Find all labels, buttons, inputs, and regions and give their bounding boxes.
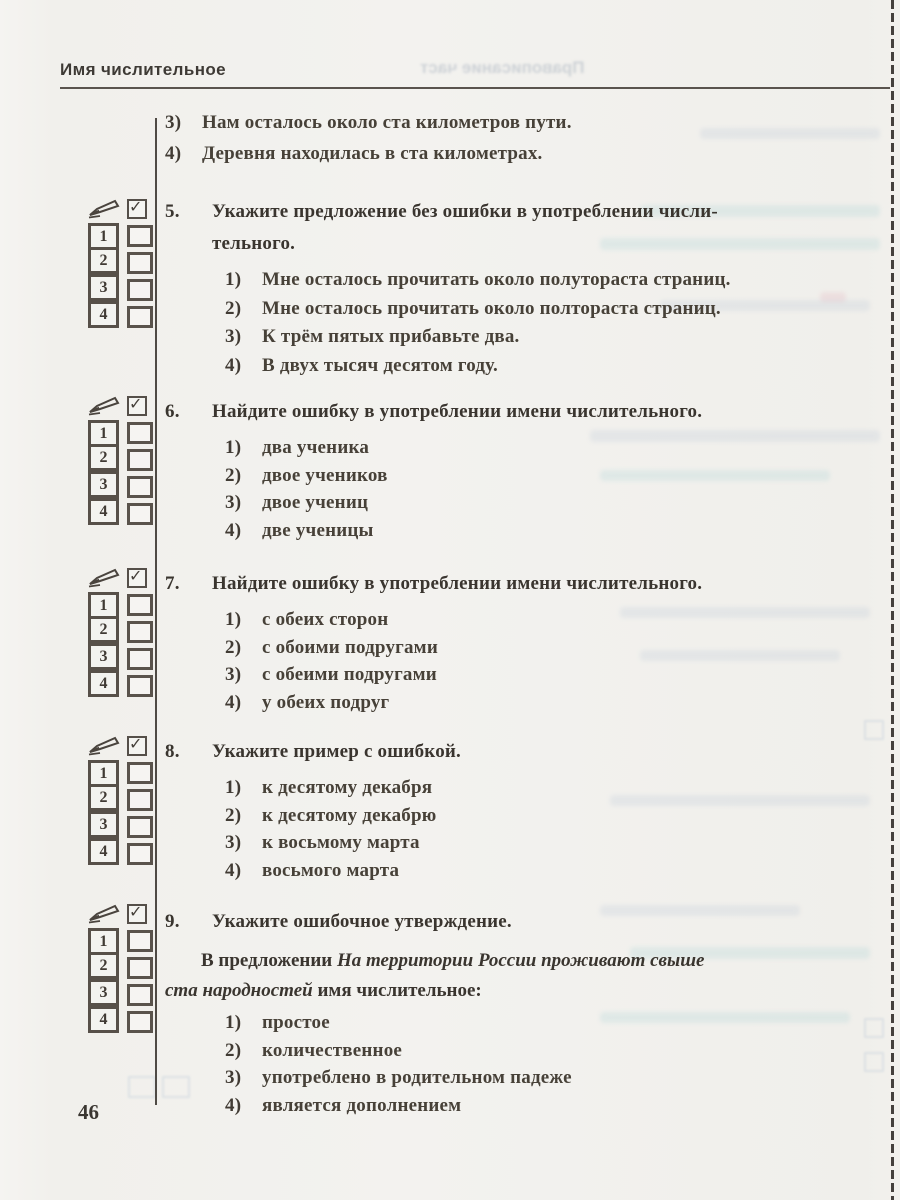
option-number: 1) — [225, 777, 242, 798]
header-rule — [60, 87, 890, 89]
bleed-through-text: Правописание част — [420, 58, 585, 77]
answer-number-cell: 4 — [88, 301, 119, 328]
answer-option — [225, 298, 895, 327]
option-text: два ученика — [262, 437, 370, 458]
question-9 — [165, 906, 895, 1122]
answer-checkbox[interactable] — [127, 984, 153, 1006]
answer-number-cell: 1 — [88, 223, 119, 250]
option-number: 4) — [165, 143, 182, 164]
question-text: Найдите ошибку в употреблении имени числительного. — [212, 573, 703, 594]
answer-option — [225, 492, 895, 520]
question-number: 5. — [165, 201, 180, 222]
checked-checkbox-icon: ✓ — [127, 396, 147, 416]
answer-grid-q7 — [88, 566, 154, 700]
option-number: 4) — [225, 1094, 242, 1116]
answer-number-cell: 2 — [88, 444, 119, 471]
answer-checkbox[interactable] — [127, 816, 153, 838]
answer-checkbox[interactable] — [127, 594, 153, 616]
question-number: 6. — [165, 401, 180, 422]
answer-checkbox[interactable] — [127, 843, 153, 865]
question-number: 9. — [165, 911, 180, 932]
checked-checkbox-icon: ✓ — [127, 904, 147, 924]
pencil-icon — [88, 396, 120, 416]
option-number: 3) — [225, 492, 242, 513]
option-number: 3) — [225, 1067, 242, 1088]
answer-grid-q5 — [88, 197, 154, 331]
answer-option — [225, 1040, 895, 1068]
option-number: 2) — [225, 297, 242, 319]
question-number: 7. — [165, 573, 180, 594]
answer-checkbox[interactable] — [127, 789, 153, 811]
option-text: с обеих сторон — [262, 609, 389, 630]
answer-checkbox[interactable] — [127, 675, 153, 697]
answer-number-cell: 4 — [88, 498, 119, 525]
answer-checkbox[interactable] — [127, 279, 153, 301]
answer-number-cell: 2 — [88, 784, 119, 811]
margin-divider-line — [155, 118, 157, 1105]
question-6 — [165, 396, 895, 547]
answer-number-cell: 3 — [88, 274, 119, 301]
answer-option — [225, 692, 895, 720]
quoted-sentence: ста народностей — [165, 980, 313, 1001]
answer-number-cell: 3 — [88, 811, 119, 838]
page-number: 46 — [78, 1100, 99, 1124]
answer-checkbox[interactable] — [127, 503, 153, 525]
option-text: Мне осталось прочитать около полутораста страниц. — [262, 269, 731, 290]
answer-option — [225, 860, 895, 888]
question-5 — [165, 196, 895, 383]
option-number: 1) — [225, 437, 242, 458]
answer-option — [225, 326, 895, 355]
answer-checkbox[interactable] — [127, 422, 153, 444]
option-number: 3) — [225, 832, 242, 853]
option-number: 1) — [225, 1012, 242, 1033]
option-number: 2) — [225, 1039, 242, 1061]
question-number: 8. — [165, 741, 180, 762]
option-text: две ученицы — [262, 519, 374, 541]
option-number: 4) — [225, 859, 242, 881]
answer-option — [225, 520, 895, 548]
answer-option — [165, 143, 895, 174]
answer-option — [225, 1067, 895, 1095]
option-number: 4) — [225, 519, 242, 541]
answer-number-cell: 1 — [88, 928, 119, 955]
answer-number-cell: 1 — [88, 592, 119, 619]
answer-option — [225, 355, 895, 384]
answer-checkbox[interactable] — [127, 306, 153, 328]
answer-checkbox[interactable] — [127, 449, 153, 471]
answer-option — [225, 664, 895, 692]
answer-checkbox[interactable] — [127, 252, 153, 274]
answer-option — [225, 805, 895, 833]
option-text: двое учениц — [262, 492, 369, 513]
checked-checkbox-icon: ✓ — [127, 736, 147, 756]
answer-number-cell: 2 — [88, 247, 119, 274]
answer-option — [225, 437, 895, 465]
answer-option — [225, 609, 895, 637]
answer-checkbox[interactable] — [127, 957, 153, 979]
question-text: Найдите ошибку в употреблении имени числительного. — [212, 401, 703, 422]
option-number: 1) — [225, 609, 242, 630]
pencil-icon — [88, 568, 120, 588]
answer-checkbox[interactable] — [127, 762, 153, 784]
answer-option — [225, 777, 895, 805]
answer-option — [225, 269, 895, 298]
option-text: с обоими подругами — [262, 636, 438, 658]
answer-checkbox[interactable] — [127, 621, 153, 643]
answer-number-cell: 3 — [88, 643, 119, 670]
option-text: двое учеников — [262, 464, 388, 486]
answer-option — [225, 832, 895, 860]
answer-option — [225, 637, 895, 665]
option-text: Нам осталось около ста километров пути. — [202, 112, 572, 133]
question-text: Укажите предложение без ошибки в употреблении числи- тельного. — [212, 201, 718, 254]
answer-number-cell: 2 — [88, 616, 119, 643]
option-text: Деревня находилась в ста километрах. — [202, 143, 543, 164]
option-text: является дополнением — [262, 1094, 462, 1116]
option-number: 3) — [225, 664, 242, 685]
answer-checkbox[interactable] — [127, 225, 153, 247]
option-text: к десятому декабря — [262, 777, 433, 798]
answer-option — [225, 465, 895, 493]
question-8 — [165, 736, 895, 887]
option-text: количественное — [262, 1039, 403, 1061]
pencil-icon — [88, 736, 120, 756]
answer-grid-q6 — [88, 394, 154, 528]
quoted-sentence: На территории России проживают свыше — [336, 950, 705, 971]
option-number: 4) — [225, 691, 242, 713]
option-text: простое — [262, 1012, 330, 1033]
bleed-through-box — [128, 1076, 156, 1098]
checked-checkbox-icon: ✓ — [127, 199, 147, 219]
question-intro: В предложении На территории России проживают свыше ста народностей имя числительное: — [165, 950, 705, 1001]
option-number: 2) — [225, 464, 242, 486]
answer-checkbox[interactable] — [127, 476, 153, 498]
option-text: употреблено в родительном падеже — [262, 1067, 572, 1088]
question-text: Укажите пример с ошибкой. — [212, 741, 462, 762]
option-number: 2) — [225, 804, 242, 826]
checked-checkbox-icon: ✓ — [127, 568, 147, 588]
option-text: восьмого марта — [262, 859, 400, 881]
answer-grid-q8 — [88, 734, 154, 868]
option-text: к десятому декабрю — [262, 804, 437, 826]
option-number: 4) — [225, 354, 242, 376]
pencil-icon — [88, 904, 120, 924]
option-text: В двух тысяч десятом году. — [262, 354, 498, 376]
answer-grid-q9 — [88, 902, 154, 1036]
previous-question-options — [165, 112, 895, 174]
option-text: с обеими подругами — [262, 664, 437, 685]
answer-number-cell: 4 — [88, 1006, 119, 1033]
answer-number-cell: 3 — [88, 471, 119, 498]
option-text: у обеих подруг — [262, 691, 390, 713]
answer-checkbox[interactable] — [127, 930, 153, 952]
answer-number-cell: 3 — [88, 979, 119, 1006]
answer-option — [225, 1095, 895, 1123]
option-text: Мне осталось прочитать около полтораста страниц. — [262, 297, 721, 319]
answer-number-cell: 1 — [88, 420, 119, 447]
answer-number-cell: 4 — [88, 670, 119, 697]
pencil-icon — [88, 199, 120, 219]
answer-checkbox[interactable] — [127, 648, 153, 670]
answer-number-cell: 1 — [88, 760, 119, 787]
question-7 — [165, 568, 895, 719]
option-text: К трём пятых прибавьте два. — [262, 326, 520, 347]
answer-number-cell: 4 — [88, 838, 119, 865]
question-text: Укажите ошибочное утверждение. — [212, 911, 512, 932]
answer-option — [165, 112, 895, 143]
answer-number-cell: 2 — [88, 952, 119, 979]
answer-option — [225, 1012, 895, 1040]
page-title: Имя числительное — [60, 60, 226, 79]
answer-checkbox[interactable] — [127, 1011, 153, 1033]
option-number: 3) — [225, 326, 242, 347]
option-text: к восьмому марта — [262, 832, 420, 853]
option-number: 2) — [225, 636, 242, 658]
option-number: 3) — [165, 112, 182, 133]
option-number: 1) — [225, 269, 242, 290]
